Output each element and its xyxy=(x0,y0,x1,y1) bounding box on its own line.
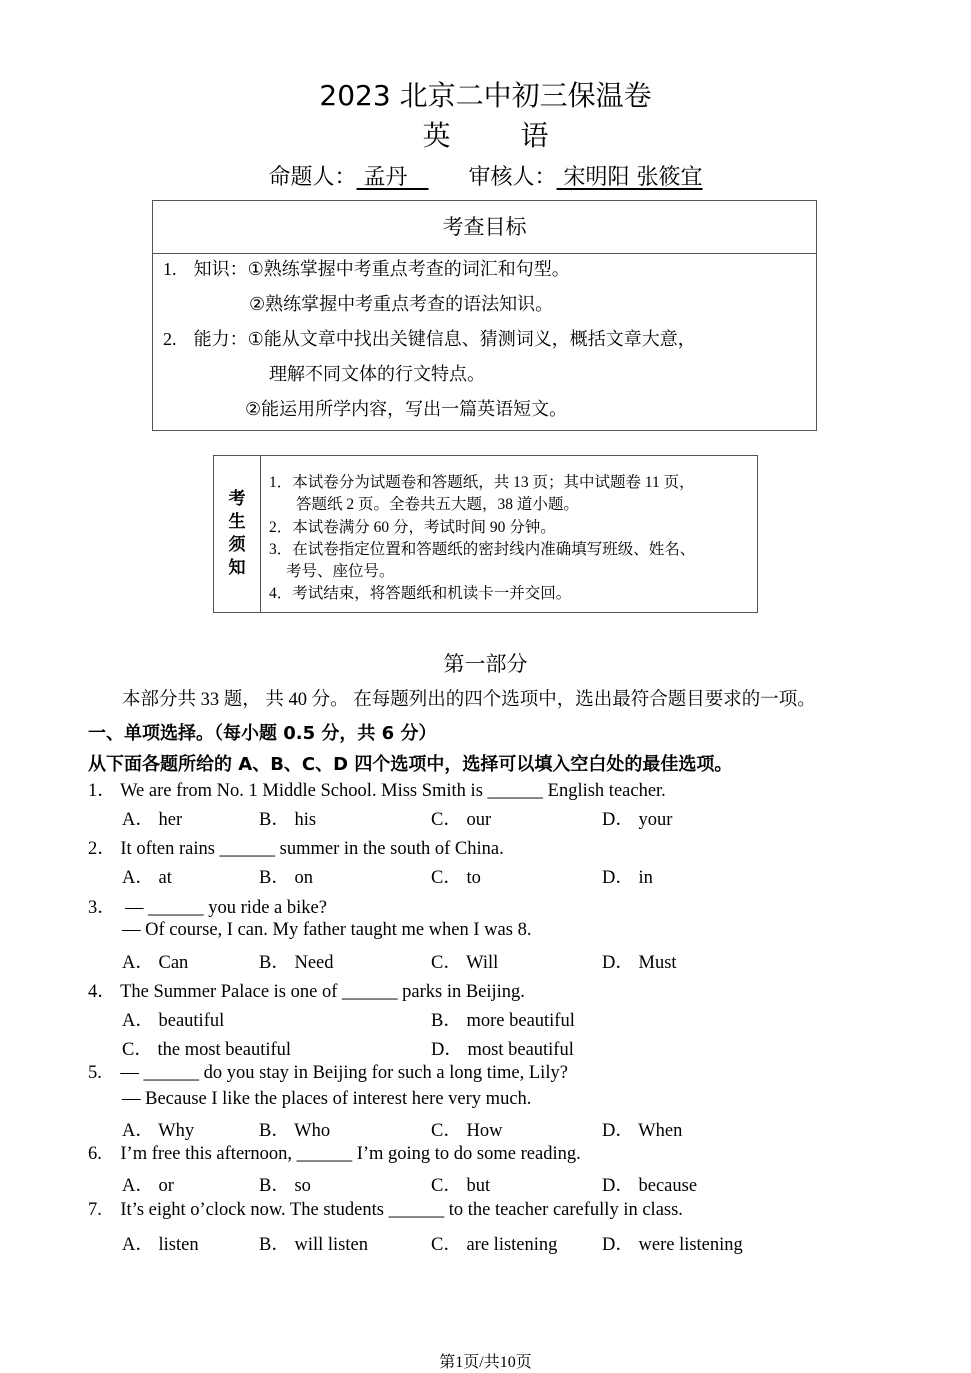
part-title: 第一部分 xyxy=(443,652,528,676)
section-instruction: 从下面各题所给的 A、B、C、D 四个选项中，选择可以填入空白处的最佳选项。 xyxy=(88,754,733,775)
author-label: 命题人： xyxy=(268,165,357,190)
goal-line: 理解不同文体的行文特点。 xyxy=(269,364,485,385)
option-b[interactable]: B． Need xyxy=(259,953,334,973)
goal-line: ②熟练掌握中考重点考查的语法知识。 xyxy=(249,294,554,315)
option-a[interactable]: A． at xyxy=(122,868,172,888)
option-c[interactable]: C． but xyxy=(431,1176,491,1196)
option-d[interactable]: D． were listening xyxy=(602,1235,743,1255)
notice-line: 3．在试卷指定位置和答题纸的密封线内准确填写班级、姓名、 xyxy=(269,541,696,558)
goals-table xyxy=(152,200,817,431)
option-b[interactable]: B． Who xyxy=(259,1121,331,1141)
notice-label: 考 生 须 知 xyxy=(214,456,261,612)
question-stem: 7. It’s eight o’clock now. The students ______ to the teacher carefully in class. xyxy=(88,1200,683,1220)
notice-line: 2．本试卷满分 60 分，考试时间 90 分钟。 xyxy=(269,519,556,536)
option-a[interactable]: A． her xyxy=(122,810,183,830)
subject-title xyxy=(0,114,971,154)
exam-title: 2023 北京二中初三保温卷 xyxy=(319,79,652,112)
section-title: 一、单项选择。（每小题 0.5 分，共 6 分） xyxy=(88,723,437,744)
option-b[interactable]: B． his xyxy=(259,810,317,830)
reviewer-label: 审核人： xyxy=(468,165,557,190)
question-stem-line: — Of course, I can. My father taught me when I was 8. xyxy=(122,920,532,940)
option-a[interactable]: A． listen xyxy=(122,1235,199,1255)
question-stem: 2． It often rains ______ summer in the south of China. xyxy=(88,839,504,859)
option-a[interactable]: A． or xyxy=(122,1176,174,1196)
option-a[interactable]: A． Why xyxy=(122,1121,195,1141)
page-indicator: 第1页/共10页 xyxy=(439,1354,532,1371)
option-a[interactable]: A． beautiful xyxy=(122,1011,225,1031)
option-c[interactable]: C． to xyxy=(431,868,481,888)
question-stem: 1． We are from No. 1 Middle School. Miss Smith is ______ English teacher. xyxy=(88,781,666,801)
notice-line: 考号、座位号。 xyxy=(286,563,395,580)
option-d[interactable]: D． most beautiful xyxy=(431,1040,574,1060)
option-b[interactable]: B． more beautiful xyxy=(431,1011,575,1031)
option-b[interactable]: B． will listen xyxy=(259,1235,368,1255)
subject-char: 语 xyxy=(520,119,549,152)
question-stem-line: — Because I like the places of interest here very much. xyxy=(122,1089,532,1109)
author-name: 孟丹 xyxy=(363,165,408,190)
goals-heading: 考查目标 xyxy=(153,201,816,254)
goal-line: 1. 知识：①熟练掌握中考重点考查的词汇和句型。 xyxy=(163,259,570,280)
option-b[interactable]: B． so xyxy=(259,1176,311,1196)
option-c[interactable]: C． How xyxy=(431,1121,503,1141)
reviewer-names: 宋明阳 张筱宜 xyxy=(563,165,703,190)
option-b[interactable]: B． on xyxy=(259,868,313,888)
option-d[interactable]: D． Must xyxy=(602,953,677,973)
notice-line: 4．考试结束，将答题纸和机读卡一并交回。 xyxy=(269,585,572,602)
part-description: 本部分共 33 题， 共 40 分。 在每题列出的四个选项中，选出最符合题目要求的一项。 xyxy=(122,690,816,710)
option-d[interactable]: D． your xyxy=(602,810,673,830)
exam-notice-table xyxy=(213,455,758,613)
option-c[interactable]: C． the most beautiful xyxy=(122,1040,292,1060)
option-d[interactable]: D． because xyxy=(602,1176,698,1196)
question-stem: 4． The Summer Palace is one of ______ parks in Beijing. xyxy=(88,982,525,1002)
goal-line: 2. 能力：①能从文章中找出关键信息、猜测词义，概括文章大意， xyxy=(163,329,696,350)
option-d[interactable]: D． in xyxy=(602,868,653,888)
option-c[interactable]: C． our xyxy=(431,810,492,830)
option-d[interactable]: D． When xyxy=(602,1121,683,1141)
question-stem: 3． — ______ you ride a bike? xyxy=(88,898,327,918)
option-c[interactable]: C． Will xyxy=(431,953,499,973)
question-stem: 6. I’m free this afternoon, ______ I’m going to do some reading. xyxy=(88,1144,581,1164)
notice-line: 答题纸 2 页。全卷共五大题，38 道小题。 xyxy=(296,496,579,513)
authors-line xyxy=(0,160,971,191)
notice-line: 1．本试卷分为试题卷和答题纸，共 13 页；其中试题卷 11 页， xyxy=(269,474,695,491)
question-stem: 5. — ______ do you stay in Beijing for such a long time, Lily? xyxy=(88,1063,568,1083)
option-c[interactable]: C． are listening xyxy=(431,1235,558,1255)
subject-char: 英 xyxy=(422,119,451,152)
option-a[interactable]: A． Can xyxy=(122,953,189,973)
goal-line: ②能运用所学内容，写出一篇英语短文。 xyxy=(245,399,568,420)
